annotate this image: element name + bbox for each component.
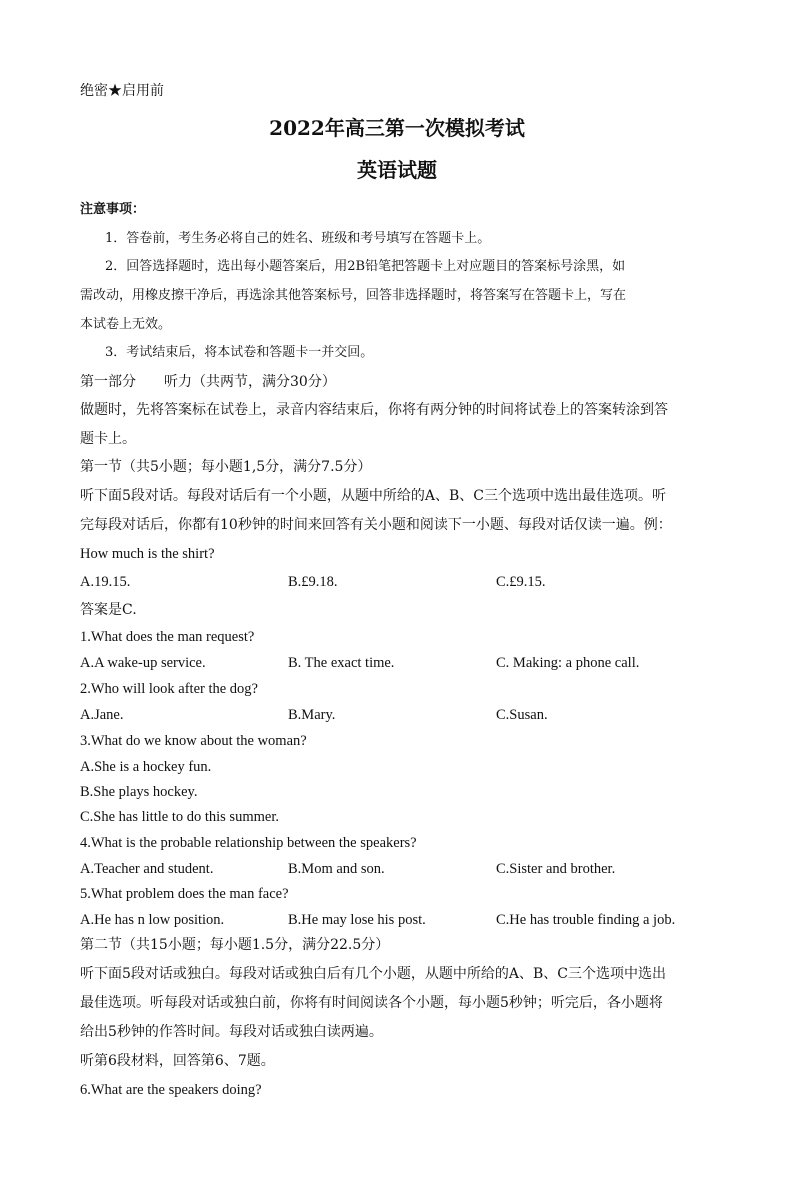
question-4-option-b: B.Mom and son. xyxy=(288,861,385,877)
question-1: 1.What does the man request? xyxy=(80,629,255,645)
question-5-option-c: C.He has trouble finding a job. xyxy=(496,912,676,928)
exam-title: 2022年高三第一次模拟考试 xyxy=(269,116,525,140)
question-3-option-c: C.She has little to do this summer. xyxy=(80,809,279,825)
notice-item-2-end: 本试卷上无效。 xyxy=(80,317,172,332)
section2-intro: 听下面5段对话或独白。每段对话或独白后有几个小题，从题中所给的A、B、C三个选项中选出 xyxy=(80,966,667,982)
exam-subtitle: 英语试题 xyxy=(357,158,437,182)
section2-intro-cont: 最佳选项。听每段对话或独白前，你将有时间阅读各个小题，每小题5秒钟；听完后，各小题将 xyxy=(80,995,663,1011)
example-option-b: B.£9.18. xyxy=(288,574,338,590)
section1-heading: 第一节（共5小题；每小题1,5分，满分7.5分） xyxy=(80,459,372,475)
material-6-instruction: 听第6段材料，回答第6、7题。 xyxy=(80,1053,275,1069)
section1-intro-end: 完每段对话后，你都有10秒钟的时间来回答有关小题和阅读下一小题、每段对话仅读一遍。例： xyxy=(80,517,672,533)
section2-heading: 第二节（共15小题；每小题1.5分，满分22.5分） xyxy=(80,937,390,953)
example-option-c: C.£9.15. xyxy=(496,574,546,590)
question-5: 5.What problem does the man face? xyxy=(80,886,289,902)
question-4: 4.What is the probable relationship between the speakers? xyxy=(80,835,417,851)
section2-intro-end: 给出5秒钟的作答时间。每段对话或独白读两遍。 xyxy=(80,1024,383,1040)
question-2-option-c: C.Susan. xyxy=(496,707,548,723)
section1-intro: 听下面5段对话。每段对话后有一个小题，从题中所给的A、B、C三个选项中选出最佳选项。听 xyxy=(80,488,667,504)
notice-item-2-cont: 需改动，用橡皮擦干净后，再选涂其他答案标号，回答非选择题时，将答案写在答题卡上，写在 xyxy=(80,288,627,303)
notice-item-3: 3．考试结束后，将本试卷和答题卡一并交回。 xyxy=(105,345,374,360)
question-4-option-a: A.Teacher and student. xyxy=(80,861,214,877)
example-option-a: A.19.15. xyxy=(80,574,131,590)
notice-item-2: 2．回答选择题时，选出每小题答案后，用2B铅笔把答题卡上对应题目的答案标号涂黑，如 xyxy=(105,259,626,274)
question-4-option-c: C.Sister and brother. xyxy=(496,861,616,877)
part1-heading: 第一部分 听力（共两节，满分30分） xyxy=(80,374,336,390)
question-1-option-b: B. The exact time. xyxy=(288,655,395,671)
question-1-option-a: A.A wake-up service. xyxy=(80,655,206,671)
notice-heading: 注意事项： xyxy=(80,202,146,217)
question-2: 2.Who will look after the dog? xyxy=(80,681,258,697)
question-2-option-a: A.Jane. xyxy=(80,707,124,723)
question-3-option-a: A.She is a hockey fun. xyxy=(80,759,212,775)
example-question: How much is the shirt? xyxy=(80,546,215,562)
example-answer: 答案是C. xyxy=(80,602,137,618)
question-6: 6.What are the speakers doing? xyxy=(80,1082,262,1098)
question-1-option-c: C. Making: a phone call. xyxy=(496,655,640,671)
question-2-option-b: B.Mary. xyxy=(288,707,336,723)
question-5-option-a: A.He has n low position. xyxy=(80,912,225,928)
secret-mark: 绝密★启用前 xyxy=(80,83,164,99)
question-3: 3.What do we know about the woman? xyxy=(80,733,307,749)
question-3-option-b: B.She plays hockey. xyxy=(80,784,198,800)
part1-intro: 做题时，先将答案标在试卷上，录音内容结束后，你将有两分钟的时间将试卷上的答案转涂到答 xyxy=(80,402,668,418)
question-5-option-b: B.He may lose his post. xyxy=(288,912,426,928)
notice-item-1: 1．答卷前，考生务必将自己的姓名、班级和考号填写在答题卡上。 xyxy=(105,231,491,246)
part1-intro-end: 题卡上。 xyxy=(80,431,136,447)
